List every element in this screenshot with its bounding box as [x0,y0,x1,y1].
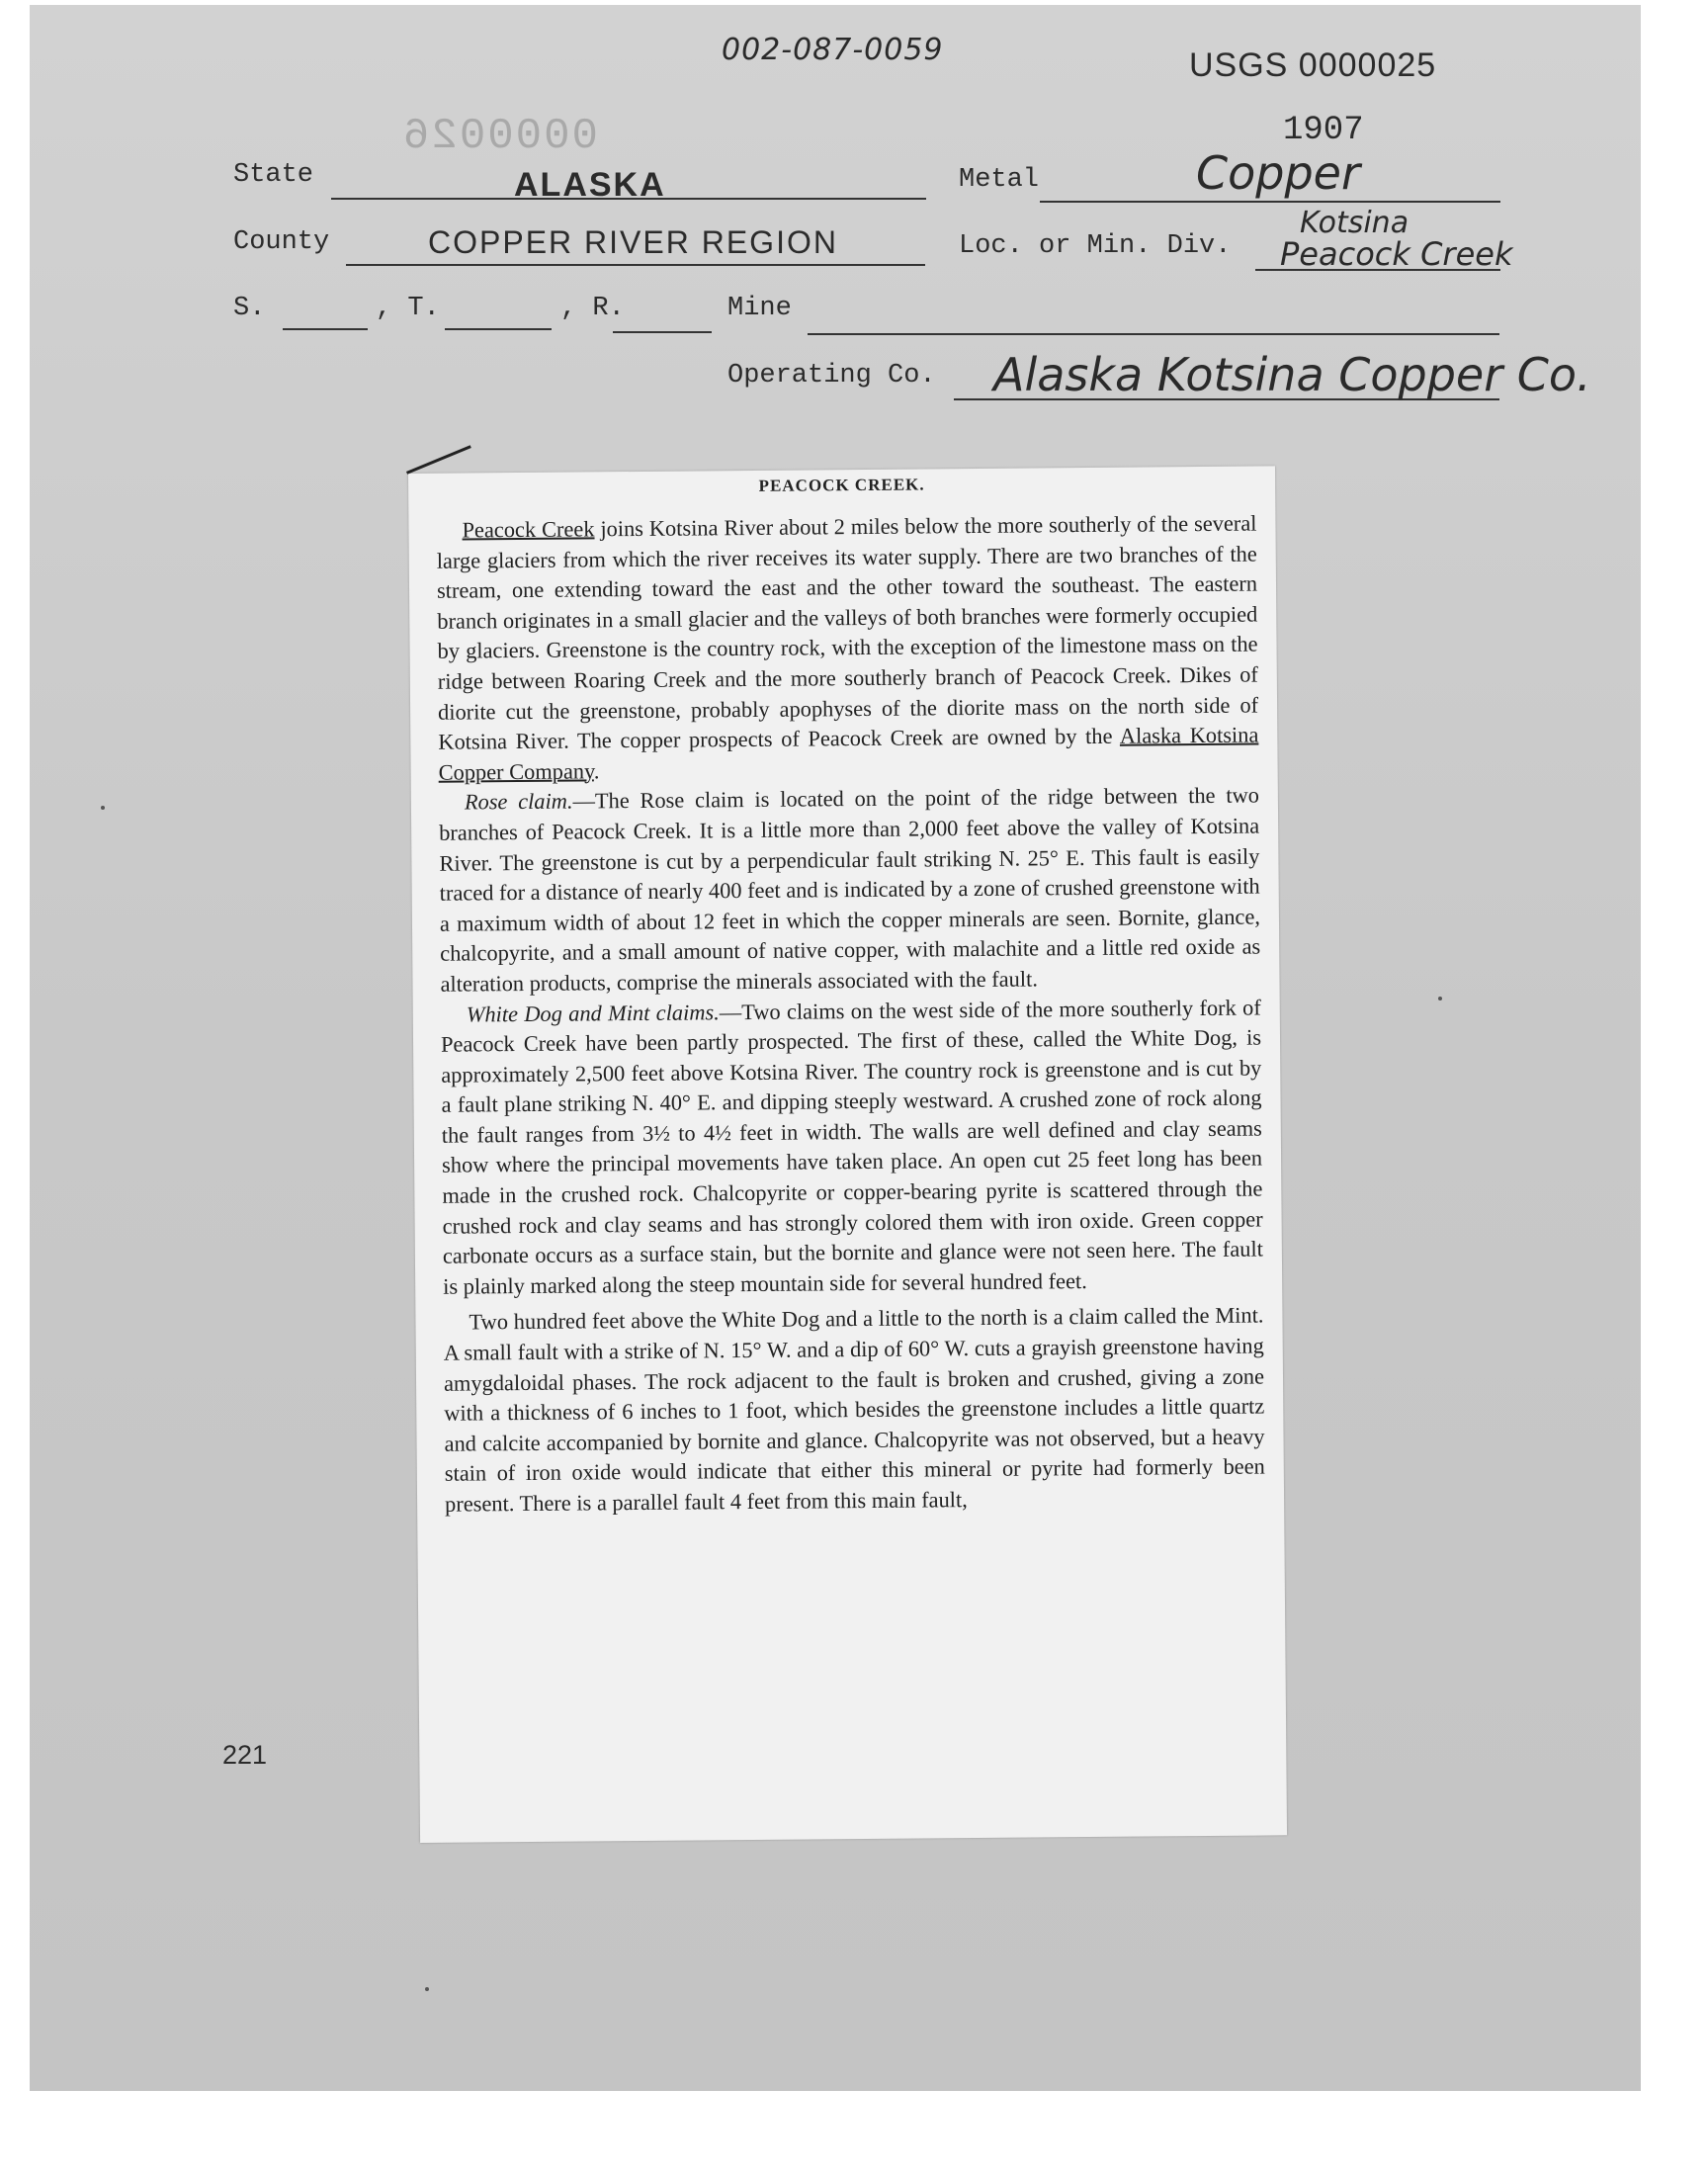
paragraph-text: —Two claims on the west side of the more southerly fork of Peacock Creek have been partly prospected. The first of these, called the White Dog, is approximately 2,500 feet above Kotsina River. The country rock is greenstone and is cut by a fault plane striking N. 40° E. and dipping steeply westward. A crushed zone of rock along the fault ranges from 3½ to 4½ feet in width. The walls are well defined and clay seams show where the principal movements have taken place. An open cut 25 feet long has been made in the crushed rock. Chalcopyrite or copper-bearing pyrite is scattered through the crushed rock and clay seams and has strongly colored them with iron oxide. Green copper carbonate occurs as a surface stain, but the bornite and glance were not seen here. The fault is plainly marked along the steep mountain side for several hundred feet. [440,994,1263,1299]
section-underline [283,328,368,330]
paragraph-white-dog-mint [441,993,1264,1302]
section-label: S. [233,294,266,323]
year: 1907 [1283,112,1364,149]
paragraph-end: . [593,758,600,784]
paragraph-intro [436,509,1258,789]
township-label: , T. [376,294,440,323]
location-value-upper: Kotsina [1300,206,1409,240]
paragraph-mint-claim [443,1301,1265,1520]
operating-company-value: Alaska Kotsina Copper Co. [993,348,1591,401]
section-title-white-dog-mint: White Dog and Mint claims. [466,999,720,1027]
speck [1438,997,1442,1000]
metal-label: Metal [959,165,1040,195]
paragraph-text: joins Kotsina River about 2 miles below the more southerly of the several large glaciers from which the river receives its water supply. There are two branches of the stream, one extending toward the east and the other toward the southeast. The eastern branch originates in a small glacier and the valleys of both branches were formerly occupied by glaciers. Greenstone is the country rock, with the exception of the limestone mass on the ridge between Roaring Creek and the more southerly branch of Peacock Creek. Dikes of diorite cut the greenstone, probably apophyses of the diorite mass on the north side of Kotsina River. The copper prospects of Peacock Creek are owned by the [436,510,1259,754]
section-title-rose-claim: Rose claim. [464,788,573,815]
county-value: COPPER RIVER REGION [428,224,838,260]
underlined-company-name: Alaska Kotsina Copper Company [438,722,1259,785]
mine-label: Mine [727,294,792,323]
paragraph-text: —The Rose claim is located on the point of the ridge between the two branches of Peacock Creek. It is a little more than 2,000 feet above the valley of Kotsina River. The greenstone is cut by a perpendicular fault striking N. 25° E. This fault is easily traced for a distance of nearly 400 feet and is indicated by a zone of crushed greenstone with a maximum width of about 12 feet in which the copper minerals are seen. Bornite, glance, chalcopyrite, and a small amount of native copper, with malachite and a little red oxide as alteration products, comprise the minerals associated with the fault. [439,782,1261,997]
underlined-place-name: Peacock Creek [462,516,595,543]
mirrored-stamp: 0000026 [401,112,598,161]
operating-company-label: Operating Co. [727,361,936,391]
clipping-heading: PEACOCK CREEK. [758,475,925,495]
state-value: ALASKA [514,166,666,204]
paragraph-text: Two hundred feet above the White Dog and a little to the north is a claim called the Mint. A small fault with a strike of N. 15° W. and a dip of 60° W. cuts a grayish greenstone having amygdaloidal phases. The rock adjacent to the fault is broken and crushed, giving a zone with a thickness of 6 inches to 1 foot, which besides the greenstone includes a little quartz and calcite accompanied by bornite and glance. Chalcopyrite was not observed, but a heavy stain of iron oxide would indicate that either this mineral or pyrite had formerly been present. There is a parallel fault 4 feet from this main fault, [443,1302,1265,1517]
page-number: 221 [222,1740,268,1770]
location-label: Loc. or Min. Div. [959,231,1232,261]
speck [101,806,105,810]
text-clipping [408,466,1287,1843]
range-underline [613,331,712,333]
document-number: 002-087-0059 [722,33,944,67]
range-label: , R. [560,294,625,323]
clipping-body [436,509,1265,1521]
paragraph-rose-claim [439,781,1261,1000]
location-value: Peacock Creek [1280,235,1513,273]
speck [425,1987,429,1991]
county-label: County [233,227,330,257]
state-label: State [233,160,314,190]
metal-underline [1040,201,1500,203]
metal-value: Copper [1196,146,1360,200]
county-underline [346,264,925,266]
mine-underline [808,333,1499,335]
township-underline [445,328,552,330]
usgs-id: USGS 0000025 [1189,46,1437,84]
